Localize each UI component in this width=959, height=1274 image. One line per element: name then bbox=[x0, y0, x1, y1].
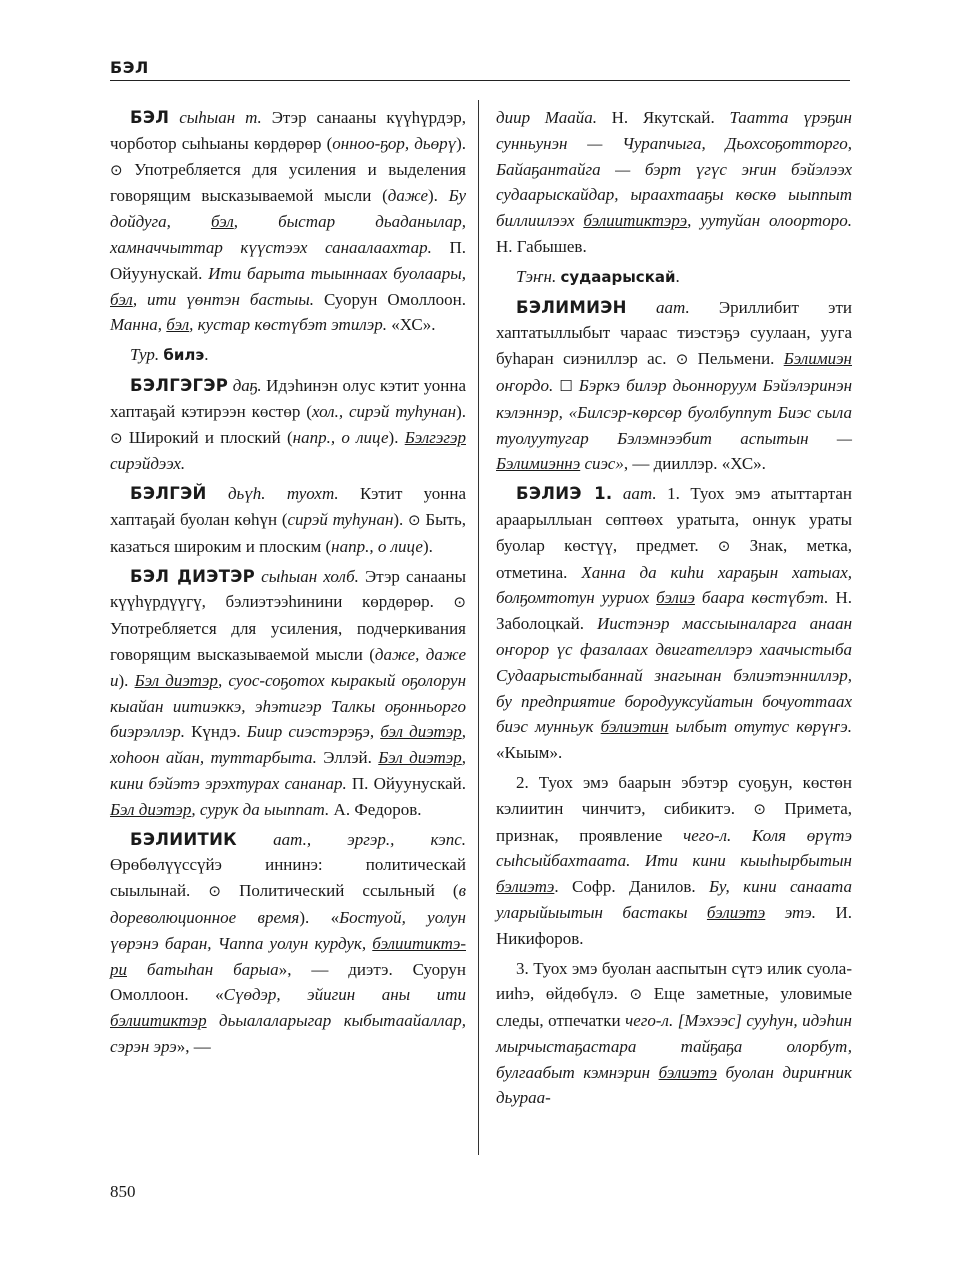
entry-belgeger: БЭЛГЭГЭР даҕ. Идэһинэн олус кэтит уонна хаптаҕай кэтирээн көстөр (хол., сирэй туһунан). ⊙ Широкий и плоский (напр., о лице). Бэлгэгэр сирэйдээх. bbox=[110, 375, 466, 474]
etymology-tur: Тур. билэ. bbox=[130, 345, 209, 365]
headword: БЭЛГЭЙ bbox=[130, 484, 207, 504]
page-number: 850 bbox=[110, 1182, 136, 1201]
entry-beliitik: БЭЛИИТИК аат., эргэр., кэпс. Өрөбөлүүссүйэ иннинэ: политическай сыылынай. ⊙ Политический ссыльный (в дореволюционное время). «Бостуой, уолун үөрэнэ баран, Чаппа уолун курдук, бэлиитиктэ-ри батыһан барыа», — диэтэ. Суорун Омоллоон. «Сүөдэр, эйигин аны ити бэлиитиктэр дьыалаларыгар кыбытаайаллар, сэрэн эрэ», — bbox=[110, 829, 467, 1056]
running-header bbox=[110, 58, 850, 81]
translation-marker-icon: ⊙ bbox=[208, 882, 221, 901]
left-column bbox=[110, 105, 466, 1064]
translation-marker-icon: ⊙ bbox=[453, 593, 466, 612]
translation-marker-icon: ⊙ bbox=[629, 985, 643, 1004]
translation-marker-icon: ⊙ bbox=[408, 510, 421, 529]
entry-belgey: БЭЛГЭЙ дьүһ. туохт. Кэтит уонна хаптаҕай буолан көһүн (сирэй туһунан). ⊙ Быть, казаться широким и плоским (напр., о лице). bbox=[110, 484, 466, 556]
sense-3: 3. Туох эмэ буолан ааспытын сүтэ илик суола-ииһэ, өйдөбүлэ. ⊙ Еще заметные, уловимые следы, отпечатки чего-л. [Мэхээс] сууһун, идэһин мырчыстаҕастара тайҕаҕа олорбут, булгаабыт кэмнэрин бэлиэтэ буолан дириҥник дьураа- bbox=[496, 958, 853, 1108]
entry-beliitik-continued: диир Маайа. Н. Якутскай. Таатта үрэҕин сунньунэн — Чурапчыга, Дьохсоҕотторго, Байаҕантайга — бэрт үгүс эҥин бэйэлээх судаарыскайдар, ыраахтааҕы көскө ыыппыт биллиилээх бэлиитиктэрэ, уутуйан олоорторо. Н. Габышев. bbox=[496, 108, 852, 256]
headword: БЭЛИИТИК bbox=[130, 829, 237, 849]
translation-marker-icon: ⊙ bbox=[110, 160, 123, 179]
headword: БЭЛГЭГЭР bbox=[130, 375, 229, 395]
headword: БЭЛИЭ 1. bbox=[516, 484, 613, 504]
entry-bel-dieter: БЭЛ ДИЭТЭР сыһыан холб. Этэр санааны күүһүрдүүгү, бэлиэтээһинини көрдөрөр. ⊙ Употребляется для усиления, подчеркивания говорящим высказываемой мысли (даже, даже и). Бэл диэтэр, суос-соҕотох кыракый оҕолорун кыайан иитиэккэ, эһэтигэр Талкы оҕонньорго биэрэллэр. Күндэ. Биир сиэстэрэҕэ, бэл диэтэр, хоһоон айан, туттарбыта. Эллэй. Бэл диэтэр, кини бэйэтэ эрэхтурах сананар. П. Ойуунускай. Бэл диэтэр, сурук да ыыппат. А. Федоров. bbox=[110, 566, 467, 819]
column-divider bbox=[478, 100, 479, 1155]
poetry-square-icon: ☐ bbox=[559, 376, 573, 395]
entry-belimien: БЭЛИМИЭН аат. Эриллибит эти хаптатыллыбыт чараас тиэстэҕэ суулаан, ууга буһаран сиэниллэр ас. ⊙ Пельмени. Бэлимиэн оҥордо. ☐ Бэркэ билэр дьонноруум Бэйэлэринэн кэлэннэр, «Билсэр-көрсөр буолбуппут Биэс сыла туолуутугар Бэлэмнээбит аспытын — Бэлимиэннэ сиэс», — дииллэр. «ХС». bbox=[496, 297, 853, 474]
translation-marker-icon: ⊙ bbox=[753, 799, 766, 818]
compare-teng: Тэҥн. судаарыскай. bbox=[516, 266, 680, 286]
headword: БЭЛ bbox=[130, 108, 170, 127]
sense-2: 2. Туох эмэ баарын эбэтэр суоҕун, көстөн кэлиитин чинчитэ, сибикитэ. ⊙ Примета, признак, проявление чего-л. Коля өрүтэ сыһсыйбахтаата. Ити кини кыыһырбытын бэлиэтэ. Софр. Данилов. Бу, кини санаата уларыйыытын бастакы бэлиэтэ этэ. И. Никифоров. bbox=[496, 772, 853, 948]
entry-bel: БЭЛ сыһыан т. Этэр санааны күүһүрдэр, чорботор сыһыаны көрдөрөр (онноо-ҕор, дьөрү). ⊙ Употребляется для усиления и выделения говорящим высказываемой мысли (даже). Бу дойдуга, бэл, быстар дьаданылар, хамначчыттар күүстээх санаалаахтар. П. Ойуунускай. Ити барыта тыыннаах буолаары, бэл, ити үөнтэн бастыы. Суорун Омоллоон. Манна, бэл, кустар көстүбэт этилэр. «ХС». bbox=[110, 108, 466, 335]
right-column bbox=[496, 105, 852, 1115]
header-title: БЭЛ bbox=[110, 58, 149, 77]
translation-marker-icon: ⊙ bbox=[717, 536, 731, 555]
translation-marker-icon: ⊙ bbox=[110, 428, 123, 447]
headword: БЭЛ ДИЭТЭР bbox=[130, 566, 256, 586]
entry-belie-1: БЭЛИЭ 1. аат. 1. Туох эмэ атыттартан араарыллыан сөптөөх уратыта, оннук ураты буолар көстүү, предмет. ⊙ Знак, метка, отметина. Ханна да киһи хараҕын хатыах, болҕомтотун уурuох бэлиэ баара көстүбэт. Н. Заболоцкай. Иистэнэр массыыналарга анаан оҥорор үс фазалаах двигателлэрэ хаачыстыба Судаарыстыбаннай знагынан бэлиэтэнниллэр, бу предприятие бородууксуйатын бочуоттаах биэс мунньук бэлиэтин ылбыт отутус көрүҥэ. «Кыым». bbox=[496, 484, 853, 763]
headword: БЭЛИМИЭН bbox=[516, 297, 627, 317]
translation-marker-icon: ⊙ bbox=[675, 350, 689, 369]
